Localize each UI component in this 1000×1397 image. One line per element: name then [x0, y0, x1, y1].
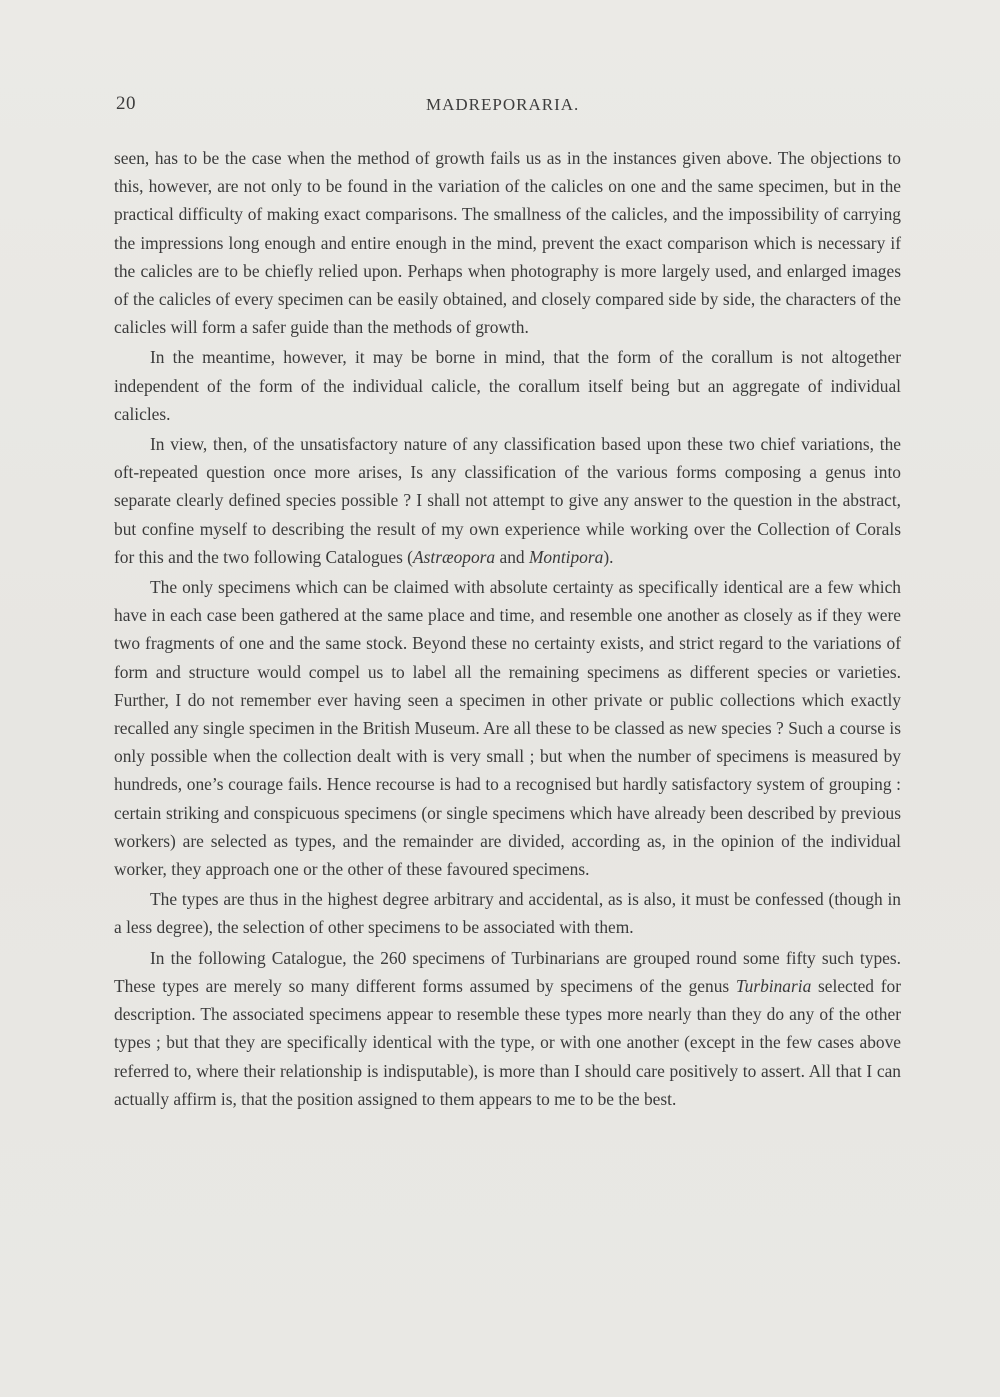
genus-name-astraeopora: Astræopora [412, 546, 496, 567]
page-header [114, 93, 900, 123]
genus-name-turbinaria: Turbinaria [735, 975, 812, 996]
paragraph-4: The only specimens which can be claimed with absolute certainty as specifically identical are a few which have in each case been gathered at the same place and time, and resemble one another as closely as if they were two fragments of one and the same stock. Beyond these no certainty exists, and strict regard to the variations of form and structure would compel us to label all the remaining specimens as different species or varieties. Further, I do not remember ever having seen a specimen in other private or public collections which exactly recalled any single specimen in the British Museum. Are all these to be classed as new species ? Such a course is only possible when the collection dealt with is very small ; but when the number of specimens is measured by hundreds, one’s courage fails. Hence recourse is had to a recognised but hardly satisfactory system of grouping : certain striking and conspicuous specimens (or single specimens which have already been described by previous workers) are selected as types, and the remainder are divided, according as, in the opinion of the individual worker, they approach one or the other of these favoured specimens. [114, 577, 901, 880]
paragraph-6-text: In the following Catalogue, the 260 specimens of Turbinarians are grouped round some fifty such types. These types are merely so many different forms assumed by specimens of the genus [114, 947, 901, 996]
paragraph-3-text: In view, then, of the unsatisfactory nature of any classification based upon these two chief variations, the oft-repeated question once more arises, Is any classification of the various forms composing a genus into separate clearly defined species possible ? I shall not attempt to give any answer to the question in the abstract, but confine myself to describing the result of my own experience while working over the Collection of Corals for this and the two following Catalogues ( [114, 434, 901, 567]
paragraph-6 [114, 944, 901, 1113]
genus-name-montipora: Montipora [528, 546, 604, 567]
body-text [114, 144, 901, 1115]
page-number: 20 [116, 93, 136, 114]
paragraph-6-end: selected for description. The associated specimens appear to resemble these types more nearly than they do any of the other types ; but that they are specifically identical with the type, or with one another (except in the few cases above referred to, where their relationship is indisputable), is more than I should care positively to assert. All that I can actually affirm is, that the position assigned to them appears to me to be the best. [114, 975, 901, 1109]
running-head: MADREPORARIA. [426, 95, 580, 114]
paragraph-5: The types are thus in the highest degree arbitrary and accidental, as is also, it must be confessed (though in a less degree), the selection of other specimens to be associated with them. [114, 889, 901, 938]
paragraph-2: In the meantime, however, it may be borne in mind, that the form of the corallum is not altogether independent of the form of the individual calicle, the corallum itself being but an aggregate of individual calicles. [114, 347, 901, 424]
paragraph-3-conjunction: and [495, 546, 529, 567]
paragraph-3 [114, 430, 901, 571]
paragraph-1: seen, has to be the case when the method of growth fails us as in the instances given above. The objections to this, however, are not only to be found in the variation of the calicles on one and the same specimen, but in the practical difficulty of making exact comparisons. The smallness of the calicles, and the impossibility of carrying the impressions long enough and entire enough in the mind, prevent the exact comparison which is necessary if the calicles are to be chiefly relied upon. Perhaps when photography is more largely used, and enlarged images of the calicles of every specimen can be easily obtained, and closely compared side by side, the characters of the calicles will form a safer guide than the methods of growth. [114, 148, 901, 338]
paragraph-3-end: ). [603, 546, 614, 567]
